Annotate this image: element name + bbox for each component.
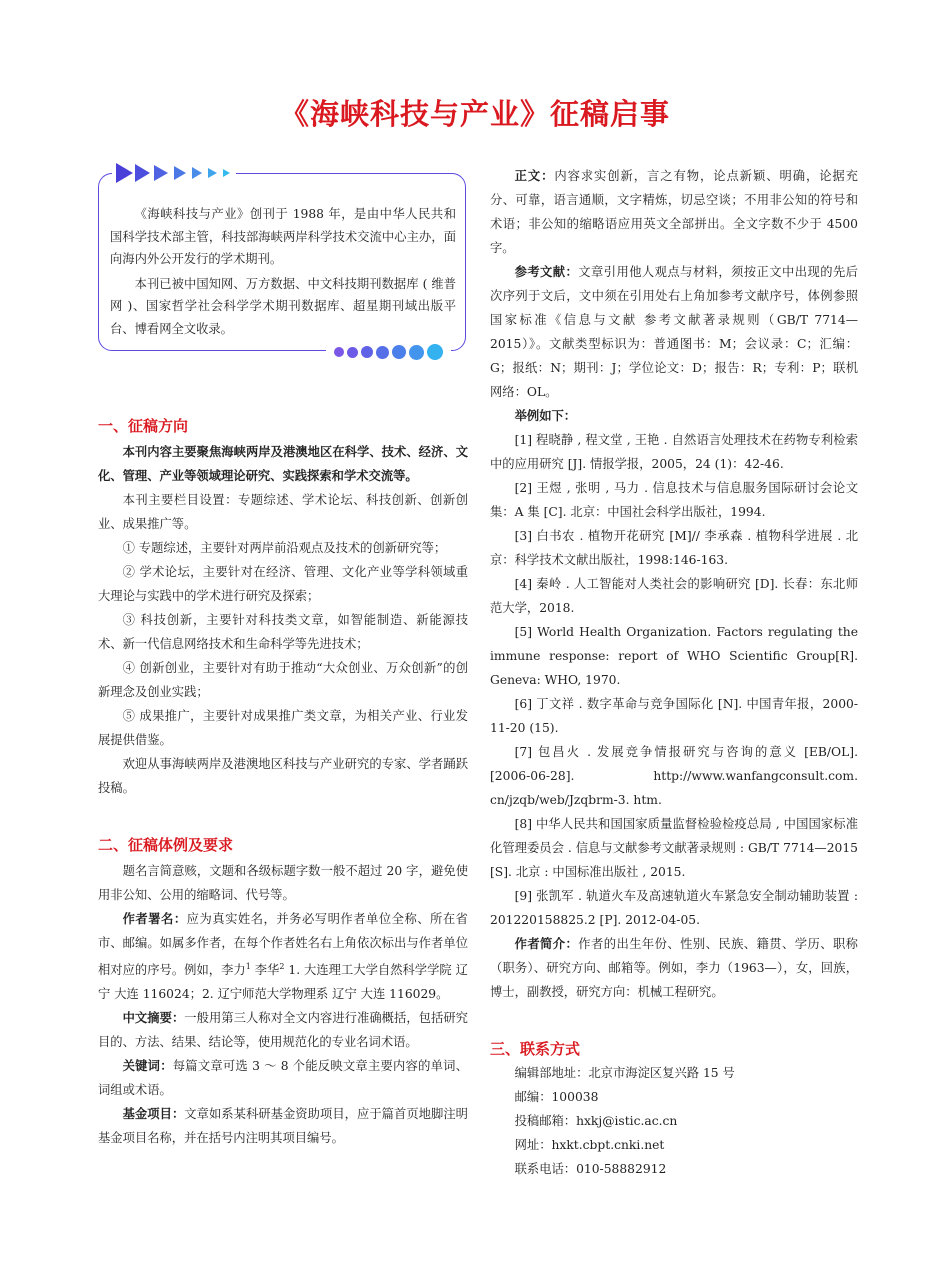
author-text: 李华	[254, 963, 280, 978]
reference-item: [7] 包昌火 . 发展竞争情报研究与咨询的意义 [EB/OL]. [2006-06-28]. http://www.wanfangconsult.com. cn/jzqb/web/Jzqbrm-3. htm.	[490, 745, 858, 807]
author-text: 1. 大连理工大学自然科学学院 辽宁 大连 116024；2. 辽宁师范大学物理系 辽宁 大连 116029。	[98, 963, 468, 1002]
contact-postcode: 邮编：100038	[514, 1090, 599, 1104]
right-column	[490, 164, 858, 1181]
reference-item: [2] 王煜 , 张明 , 马力 . 信息技术与信息服务国际研讨会论文集：A 集 [C]. 北京：中国社会科学出版社，1994.	[490, 481, 858, 519]
intro-text	[110, 203, 456, 342]
list-item: ⑤ 成果推广，主要针对成果推广类文章，为相关产业、行业发展提供借鉴。	[98, 709, 468, 747]
keywords-text: 每篇文章可选 3 ～ 8 个能反映文章主要内容的单词、词组或术语。	[98, 1059, 468, 1098]
intro-paragraph: 本刊已被中国知网、万方数据、中文科技期刊数据库 ( 维普网 )、国家哲学社会科学学术期刊数据库、超星期刊域出版平台、博看网全文收录。	[110, 276, 456, 336]
list-item: ② 学术论坛，主要针对在经济、管理、文化产业等学科领域重大理论与实践中的学术进行研究及探索；	[98, 565, 468, 603]
title-requirement: 题名言简意赅，文题和各级标题字数一般不超过 20 字，避免使用非公知、公用的缩略词、代号等。	[98, 864, 468, 902]
superscript: 1	[245, 962, 251, 971]
contact-email: 投稿邮箱：hxkj@istic.ac.cn	[514, 1114, 678, 1128]
reference-item: [8] 中华人民共和国国家质量监督检验检疫总局 , 中国国家标准化管理委员会 . 信息与文献参考文献著录规则 : GB/T 7714—2015 [S]. 北京 : 中国标准出版社 , 2015.	[490, 817, 858, 879]
body-label: 正文：	[514, 168, 555, 183]
section1-closing: 欢迎从事海峡两岸及港澳地区科技与产业研究的专家、学者踊跃投稿。	[98, 757, 468, 795]
arrow-icon	[192, 167, 202, 179]
fund-text: 文章如系某科研基金资助项目，应于篇首页地脚注明基金项目名称，并在括号内注明其项目编号。	[98, 1107, 468, 1146]
contact-address: 编辑部地址：北京市海淀区复兴路 15 号	[514, 1066, 735, 1080]
page-title: 《海峡科技与产业》征稿启事	[279, 97, 670, 131]
fund-requirement	[98, 1102, 468, 1150]
section1-lead: 本刊内容主要聚焦海峡两岸及港澳地区在科学、技术、经济、文化、管理、产业等领域理论研究、实践探索和学术交流等。	[98, 444, 468, 483]
arrow-icon	[208, 168, 217, 178]
reference-item: [5] World Health Organization. Factors regulating the immune response: report of WHO Scientific Group[R]. Geneva: WHO, 1970.	[490, 625, 858, 687]
intro-paragraph: 《海峡科技与产业》创刊于 1988 年，是由中华人民共和国科学技术部主管，科技部海峡两岸科学技术交流中心主办，面向海内外公开发行的学术期刊。	[110, 207, 456, 266]
arrow-icon	[135, 164, 150, 182]
dot-icon	[376, 346, 389, 359]
list-item: ④ 创新创业，主要针对有助于推动“大众创业、万众创新”的创新理念及创业实践；	[98, 661, 468, 699]
reference-item: [3] 白书农 . 植物开花研究 [M]// 李承森 . 植物科学进展 . 北京：科学技术文献出版社，1998:146-163.	[490, 529, 858, 567]
arrow-icon	[116, 163, 133, 183]
superscript: 2	[279, 962, 285, 971]
reference-requirement	[490, 260, 858, 404]
reference-text: 文章引用他人观点与材料，须按正文中出现的先后次序列于文后，文中须在引用处右上角加参考文献序号，体例参照国家标准《信息与文献 参考文献著录规则（GB/T 7714—2015）》。文献类型标识为：普通图书：M；会议录：C；汇编：G；报纸：N；期刊：J；学位论文：D；报告：R；专利：P；联机网络：OL。	[490, 265, 858, 399]
section-heading: 三、联系方式	[490, 1040, 581, 1058]
dot-icon	[334, 347, 344, 357]
author-label: 作者署名：	[122, 911, 187, 926]
arrow-icon	[174, 166, 186, 180]
arrow-icon	[223, 169, 230, 177]
abstract-label: 中文摘要：	[122, 1010, 185, 1026]
keywords-requirement	[98, 1054, 468, 1102]
author-text: 应为真实姓名，并务必写明作者单位全称、所在省市、邮编。如属多作者，在每个作者姓名右上角依次标出与作者单位相对应的序号。例如，李力	[98, 912, 468, 978]
arrow-decoration	[112, 160, 236, 186]
reference-label: 参考文献：	[514, 264, 579, 279]
list-item: ① 专题综述，主要针对两岸前沿观点及技术的创新研究等；	[122, 541, 447, 555]
section-heading: 一、征稿方向	[98, 417, 189, 435]
dot-icon	[361, 346, 373, 358]
dot-icon	[427, 344, 443, 360]
examples-label: 举例如下：	[514, 408, 577, 423]
body-requirement	[490, 164, 858, 260]
left-column	[98, 415, 468, 1150]
reference-item: [9] 张凯军 . 轨道火车及高速轨道火车紧急安全制动辅助装置 : 201220158825.2 [P]. 2012-04-05.	[490, 889, 858, 927]
bio-label: 作者简介：	[514, 936, 579, 951]
reference-item: [6] 丁文祥 . 数字革命与竞争国际化 [N]. 中国青年报，2000-11-20 (15).	[490, 697, 858, 735]
dot-icon	[409, 345, 424, 360]
author-requirement	[98, 907, 468, 1006]
reference-item: [4] 秦岭 . 人工智能对人类社会的影响研究 [D]. 长春：东北师范大学，2018.	[490, 577, 858, 615]
section-heading: 二、征稿体例及要求	[98, 836, 234, 854]
dot-icon	[347, 347, 358, 358]
abstract-requirement	[98, 1006, 468, 1054]
contact-block	[490, 1061, 858, 1181]
contact-phone: 联系电话：010-58882912	[514, 1162, 667, 1176]
section1-paragraph: 本刊主要栏目设置：专题综述、学术论坛、科技创新、创新创业、成果推广等。	[98, 493, 468, 531]
contact-website: 网址：hxkt.cbpt.cnki.net	[514, 1138, 665, 1152]
fund-label: 基金项目：	[122, 1106, 185, 1122]
dot-icon	[392, 345, 406, 359]
arrow-icon	[154, 165, 168, 181]
keywords-label: 关键词：	[122, 1058, 173, 1074]
list-item: ③ 科技创新，主要针对科技类文章，如智能制造、新能源技术、新一代信息网络技术和生命科学等先进技术；	[98, 613, 468, 651]
bio-text: 作者的出生年份、性别、民族、籍贯、学历、职称（职务）、研究方向、邮箱等。例如，李力（1963—），女，回族，博士，副教授，研究方向：机械工程研究。	[490, 937, 858, 999]
author-bio-requirement	[490, 932, 858, 1004]
dot-decoration	[326, 343, 451, 361]
body-text: 内容求实创新，言之有物，论点新颖、明确，论据充分、可靠，语言通顺，文字精炼，切忌空谈；不用非公知的符号和术语；非公知的缩略语应用英文全部拼出。全文字数不少于 4500 字。	[490, 169, 858, 255]
reference-item: [1] 程晓静 , 程文堂 , 王艳 . 自然语言处理技术在药物专利检索中的应用研究 [J]. 情报学报，2005，24 (1)：42-46.	[490, 433, 858, 471]
abstract-text: 一般用第三人称对全文内容进行准确概括，包括研究目的、方法、结果、结论等，使用规范化的专业名词术语。	[98, 1011, 468, 1050]
